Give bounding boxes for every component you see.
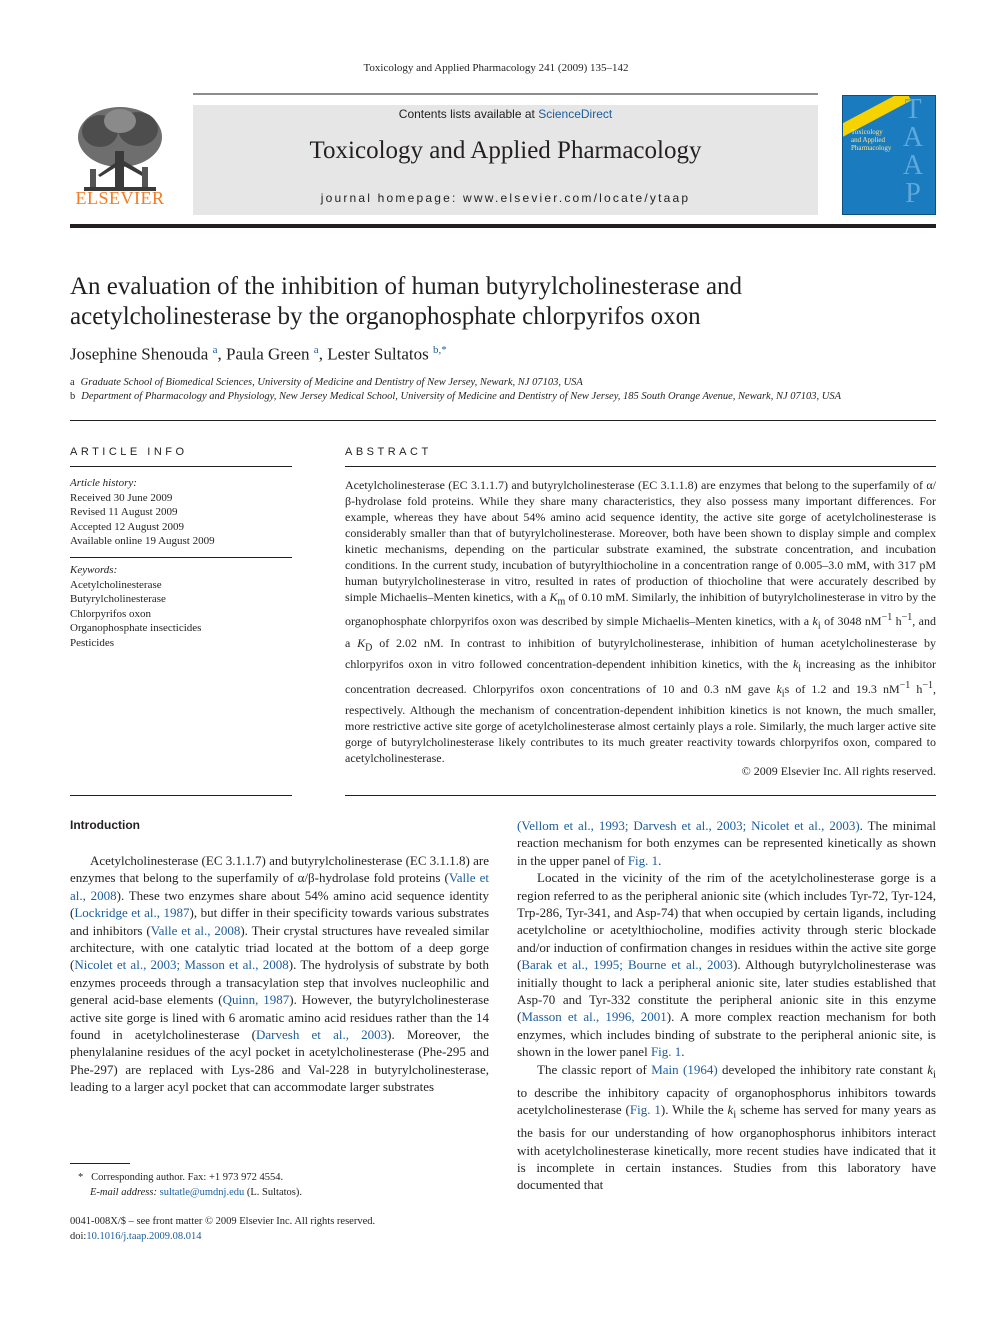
contents-line: Contents lists available at ScienceDirect: [398, 107, 613, 121]
citation-link[interactable]: Darvesh et al., 2003: [256, 1027, 388, 1043]
citation-link[interactable]: Nicolet et al., 2003; Masson et al., 2008: [74, 957, 289, 973]
divider: [70, 420, 936, 421]
keyword: Chlorpyrifos oxon: [70, 607, 151, 620]
divider: [345, 795, 936, 796]
keyword: Acetylcholinesterase: [70, 578, 162, 591]
body-column-right: [517, 817, 936, 1194]
author-list: Josephine Shenouda $^a$, Paula Green $^a$, Lester Sultatos $^{b,*}$: [70, 344, 447, 364]
affiliation: b Department of Pharmacology and Physiology, New Jersey Medical School, University of Medicine and Dentistry of New Jersey, 185 South Orange Avenue, Newark, NJ 07103, USA: [70, 391, 841, 402]
elsevier-wordmark: ELSEVIER: [75, 188, 165, 208]
author-email-link[interactable]: sultatle@umdnj.edu: [159, 1187, 245, 1198]
cover-letters: T A A P: [902, 95, 924, 209]
corresponding-author-footnote: * Corresponding author. Fax: +1 973 972 4554. E-mail address: sultatle@umdnj.edu (L. Sultatos).: [78, 1172, 302, 1198]
citation-link[interactable]: Quinn, 1987: [222, 992, 290, 1008]
article-title: An evaluation of the inhibition of human butyrylcholinesterase and acetylcholinesterase by the organophosphate chlorpyrifos oxon: [70, 273, 743, 330]
author-affiliation-mark[interactable]: a: [212, 344, 218, 356]
keyword: Organophosphate insecticides: [70, 622, 202, 634]
cover-title: Toxicology and Applied Pharmacology: [851, 128, 892, 152]
citation-link[interactable]: Valle et al., 2008: [70, 870, 489, 903]
sciencedirect-link[interactable]: ScienceDirect: [538, 107, 613, 121]
figure-link[interactable]: Fig. 1: [650, 1044, 682, 1060]
article-info-label: ARTICLE INFO: [70, 446, 188, 458]
history-item: Received 30 June 2009: [70, 491, 173, 504]
figure-link[interactable]: Fig. 1: [629, 1102, 661, 1118]
divider: [70, 795, 292, 796]
author-name: Lester Sultatos: [327, 344, 429, 364]
citation-link[interactable]: (Vellom et al., 1993; Darvesh et al., 2003; Nicolet et al., 2003): [517, 818, 860, 833]
doi-link[interactable]: 10.1016/j.taap.2009.08.014: [86, 1231, 202, 1242]
body-column-left: [70, 852, 489, 1096]
author-affiliation-mark[interactable]: b,*: [432, 344, 447, 356]
tree-icon: [70, 103, 170, 195]
author-name: Josephine Shenouda: [70, 344, 209, 364]
paragraph: Located in the vicinity of the rim of the acetylcholinesterase gorge is a region referred to as the peripheral anionic site (which includes Tyr-72, Tyr-124, Trp-286, Tyr-341, and Asp-74) that when occupied by certain ligands, including acetylcholine or acetylthiocholine, modifies activity through steric blockade and/or induction of confirmation changes in residues within the active site gorge (Barak et al., 1995; Bourne et al., 2003). Although butyrylcholinesterase was initially thought to lack a peripheral anionic site, later studies established that Asp-70 and Tyr-332 constitute the peripheral anionic site in this enzyme (Masson et al., 1996, 2001). A more complex reaction mechanism for both enzymes, which includes binding of substrate to the peripheral anionic site, is shown in the lower panel Fig. 1.: [517, 870, 936, 1060]
citation-link[interactable]: Barak et al., 1995; Bourne et al., 2003: [521, 957, 734, 973]
journal-title: Toxicology and Applied Pharmacology: [309, 137, 702, 164]
masthead: [70, 93, 936, 215]
journal-citation: Toxicology and Applied Pharmacology 241 (2009) 135–142: [363, 62, 629, 74]
keywords: Keywords: Acetylcholinesterase Butyrylcholinesterase Chlorpyrifos oxon Organophosphate insecticides Pesticides: [70, 563, 292, 650]
keyword: Butyrylcholinesterase: [70, 593, 166, 605]
header-rule: [70, 224, 936, 228]
abstract-label: ABSTRACT: [345, 446, 432, 458]
divider: [345, 466, 936, 467]
journal-header-box: [193, 93, 818, 217]
article-history: Article history: Received 30 June 2009 Revised 11 August 2009 Accepted 12 August 2009 Available online 19 August 2009: [70, 476, 292, 549]
history-item: Revised 11 August 2009: [70, 506, 178, 518]
section-heading-introduction: Introduction: [70, 818, 140, 832]
citation-link[interactable]: Main (1964): [651, 1061, 718, 1077]
keyword: Pesticides: [70, 636, 114, 649]
journal-homepage[interactable]: journal homepage: www.elsevier.com/locate/ytaap: [320, 191, 691, 205]
divider: [70, 557, 292, 558]
author-affiliation-mark[interactable]: a: [313, 344, 319, 356]
paragraph: (Vellom et al., 1993; Darvesh et al., 2003; Nicolet et al., 2003). The minimal reaction mechanism for both enzymes can be represented kinetically as shown in the upper panel of Fig. 1.: [517, 818, 936, 868]
divider: [70, 466, 292, 467]
citation-link[interactable]: Valle et al., 2008: [150, 922, 241, 938]
issn-line: 0041-008X/$ – see front matter © 2009 Elsevier Inc. All rights reserved.: [70, 1216, 376, 1227]
author-name: Paula Green: [225, 344, 310, 364]
affiliation: a Graduate School of Biomedical Sciences, University of Medicine and Dentistry of New Jersey, Newark, NJ 07103, USA: [70, 377, 583, 388]
history-item: Accepted 12 August 2009: [70, 520, 184, 533]
footnote-rule: [70, 1163, 130, 1164]
paragraph: Acetylcholinesterase (EC 3.1.1.7) and butyrylcholinesterase (EC 3.1.1.8) are enzymes that belong to the superfamily of α/β-hydrolase fold proteins (Valle et al., 2008). These two enzymes share about 54% amino acid sequence identity (Lockridge et al., 1987), but differ in their specificity towards various substrates and inhibitors (Valle et al., 2008). Their crystal structures have revealed similar architecture, with one catalytic triad located at the bottom of a deep gorge (Nicolet et al., 2003; Masson et al., 2008). The hydrolysis of substrate by both enzymes proceeds through a transacylation step that involves nucleophilic and general acid-base elements (Quinn, 1987). However, the butyrylcholinesterase active site gorge is lined with 6 aromatic amino acid residues rather than the 14 found in acetylcholinesterase (Darvesh et al., 2003). Moreover, the phenylalanine residues of the acyl pocket in acetylcholinesterase (Phe-295 and Phe-297) are replaced with Lys-286 and Val-228 in butyrylcholinesterase, leading to a larger acyl pocket that can accommodate larger substrates: [70, 853, 490, 1095]
figure-link[interactable]: Fig. 1: [627, 852, 659, 868]
front-matter-footer: 0041-008X/$ – see front matter © 2009 Elsevier Inc. All rights reserved. doi:10.1016/j.taap.2009.08.014: [70, 1214, 490, 1244]
paragraph: The classic report of Main (1964) developed the inhibitory rate constant $k_i$ to describe the inhibitory capacity of organophosphorus inhibitors towards acetylcholinesterase (Fig. 1). While the $k_i$ scheme has served for many years as the basis for our understanding of how organophosphorus inhibitors interact with acetylcholinesterase kinetically, more recent studies have indicated that it is incomplete in certain instances. Studies from this laboratory have documented that: [517, 1061, 937, 1193]
journal-cover-image: [842, 95, 936, 215]
history-item: Available online 19 August 2009: [70, 535, 215, 547]
copyright-line: © 2009 Elsevier Inc. All rights reserved.: [741, 764, 936, 778]
abstract-text: Acetylcholinesterase (EC 3.1.1.7) and butyrylcholinesterase (EC 3.1.1.8) are enzymes that belong to the superfamily of α/β-hydrolase fold proteins. While they share many characteristics, they also possess many important differences. For example, whereas they have about 54% amino acid sequence identity, the active site gorge of acetylcholinesterase is considerably smaller than that of butyrylcholinesterase. Moreover, both have been shown to display simple and complex kinetic mechanisms, depending on the particular substrate examined, the substrate concentration, and incubation conditions. In the current study, incubation of butyrylthiocholine in a concentration range of 0.005–3.0 mM, with 317 pM human butyrylcholinesterase in vitro, resulted in rates of production of thiocholine that were accurately described by simple Michaelis–Menten kinetics, with a $K_m$ of 0.10 mM. Similarly, the inhibition of butyrylcholinesterase in vitro by the organophosphate chlorpyrifos oxon was described by simple Michaelis–Menten kinetics, with a $k_i$ of 3048 $nM^{-1}$ $h^{-1}$, and a $K_D$ of 2.02 nM. In contrast to inhibition of butyrylcholinesterase, inhibition of human acetylcholinesterase by chlorpyrifos oxon in vitro followed concentration-dependent inhibition kinetics, with the $k_i$ increasing as the inhibitor concentration decreased. Chlorpyrifos oxon concentrations of 10 and 0.3 nM gave $k_is$ of 1.2 and 19.3 $nM^{-1}$ $h^{-1}$, respectively. Although the mechanism of concentration-dependent inhibition kinetics is not known, the much smaller, more restrictive active site gorge of acetylcholinesterase almost certainly plays a role. Similarly, the much larger active site gorge of butyrylcholinesterase likely contributes to its much greater reactivity towards chlorpyrifos oxon, compared to acetylcholinesterase.: [345, 478, 937, 765]
citation-link[interactable]: Masson et al., 1996, 2001: [521, 1009, 667, 1025]
citation-link[interactable]: Lockridge et al., 1987: [74, 905, 190, 921]
